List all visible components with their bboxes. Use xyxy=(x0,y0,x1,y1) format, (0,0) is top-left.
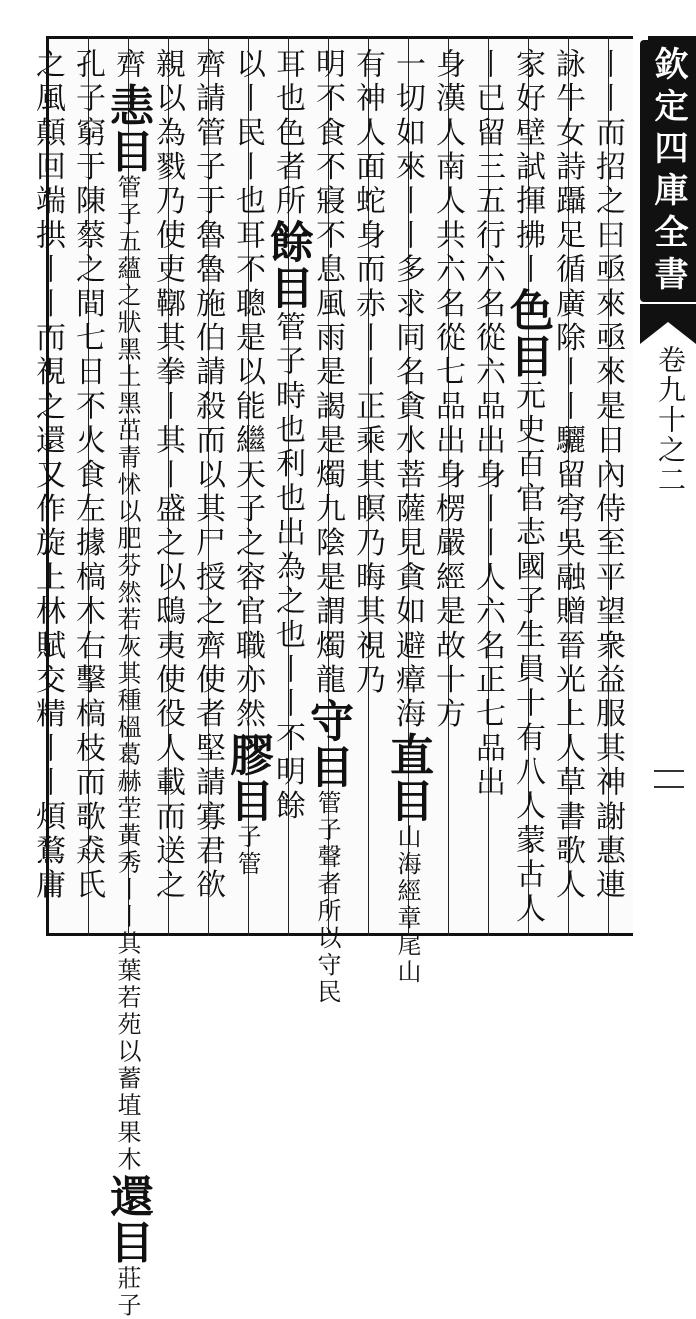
body-text: 耳不聰是以能繼天子之容官職亦然 xyxy=(230,219,265,732)
body-text: 家好壁試揮拂丨 xyxy=(510,48,545,288)
body-text: 元史百官志國子生員十有八人蒙古人 xyxy=(510,379,545,927)
text-column xyxy=(302,48,353,1006)
body-text: 之風顛回端拱丨丨而視之還又作旋上林賦交精丨丨煩鶩庸 xyxy=(30,48,65,903)
text-column xyxy=(222,48,273,928)
spine-volume-label: 卷九十之二 xyxy=(654,345,687,495)
text-column xyxy=(545,48,589,928)
text-column xyxy=(185,48,229,928)
heading-term: 還目 xyxy=(102,1173,153,1266)
body-text: 以丨民丨也 xyxy=(230,48,265,219)
fishtail-mark-icon xyxy=(640,304,696,344)
heading-term: 膠目 xyxy=(222,732,273,824)
body-text: 齊請管子于魯魯施伯請殺而以其尸授之齊使者堅請寡君欲 xyxy=(190,48,225,903)
body-text: 明不食不寢不息風雨是謁是燭九陰是謂燭龍 xyxy=(310,48,345,698)
body-text: 親以為戮乃使吏鞹其拳丨其丨盛之以鴟夷使役人載而送之 xyxy=(150,48,185,903)
body-text: 孔子窮于陳蔡之間七日不火食左據槁木右擊槁枝而歌猋氏 xyxy=(70,48,105,903)
text-column xyxy=(465,48,509,928)
heading-term: 守目 xyxy=(302,697,353,790)
text-column xyxy=(65,48,109,928)
page-number-mark xyxy=(654,770,684,788)
body-text: 詠牛女詩躡足循廣除丨丨驪留穹吳融贈晉光上人草書歌人 xyxy=(550,48,585,903)
heading-term: 色目 xyxy=(502,287,553,380)
body-text: 管子時也利也出為之也丨丨不明餘 xyxy=(270,311,305,824)
text-column xyxy=(382,48,433,986)
heading-term: 餘目 xyxy=(262,219,313,311)
body-text: 六名從六品出身丨丨人六名正七品出 xyxy=(470,253,505,801)
text-column xyxy=(145,48,189,928)
annotation-text: 管子聲者所以守民 xyxy=(313,789,341,1006)
annotation-text: 山海經章尾山 xyxy=(393,824,421,986)
body-text: 齊 xyxy=(110,48,145,83)
text-column xyxy=(585,48,629,928)
text-column xyxy=(102,48,153,1319)
text-column xyxy=(345,48,389,928)
body-text: 丨丨而招之曰亟來亟來是日內侍至平望衆益服其神謝惠連 xyxy=(590,48,625,903)
text-column xyxy=(25,48,69,928)
spine-title: 欽定四庫全書 xyxy=(648,46,688,298)
body-text: 丨已留三五行 xyxy=(470,48,505,254)
body-text: 耳也色者所 xyxy=(270,48,305,219)
annotation-text: 莊子 xyxy=(113,1265,141,1319)
annotation-text: 子管 xyxy=(233,824,261,878)
body-text: 身漢人南人共六名從七品出身楞嚴經是故十方 xyxy=(430,48,465,732)
body-text: 有神人面蛇身而赤丨丨正乘其瞑乃晦其視乃 xyxy=(350,48,385,698)
annotation-text: 管子五蘊之狀黑土黑茁青怵以肥芬然若灰其種榲葛赫茔黃秀丨丨其葉若苑以蓄埴果木 xyxy=(113,174,141,1174)
body-text: 一切如來丨丨多求同名貪水菩薩見貪如避瘴海 xyxy=(390,48,425,732)
text-column xyxy=(502,48,553,928)
heading-term: 恚目 xyxy=(102,82,153,175)
heading-term: 直目 xyxy=(382,732,433,824)
